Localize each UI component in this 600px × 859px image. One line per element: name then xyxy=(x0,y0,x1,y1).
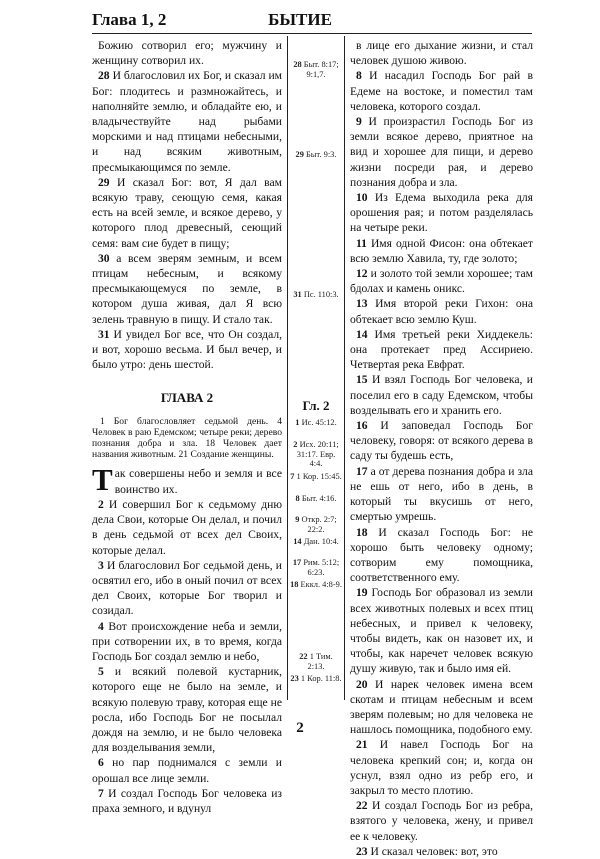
verse-number: 19 xyxy=(356,586,368,600)
margin-chapter-label: Гл. 2 xyxy=(302,398,330,413)
verse xyxy=(350,327,533,373)
verse-text: И создал Господь Бог человека из праха земного, и вдунул xyxy=(92,786,282,815)
verse-number: 22 xyxy=(356,799,368,813)
drop-cap: Т xyxy=(92,462,113,498)
verse-number: 17 xyxy=(356,464,368,478)
verse xyxy=(92,327,282,373)
verse-number: 29 xyxy=(98,175,110,189)
verse-number: 3 xyxy=(98,558,104,572)
verse xyxy=(350,585,533,676)
verse-text: И нарек человек имена всем скотам и птицам небесным и всем зверям полевым; но для человека не нашлось помощника, подобного ему. xyxy=(350,677,533,737)
verse-text: И насадил Господь Бог рай в Едеме на востоке, и поместил там человека, которого создал. xyxy=(350,69,533,113)
verse xyxy=(350,464,533,525)
verse xyxy=(92,68,282,174)
verse-text: а от дерева познания добра и зла не ешь от него, ибо в день, в который ты вкусишь от него, смертью умрешь. xyxy=(350,464,533,524)
verse-number: 12 xyxy=(356,267,368,281)
cross-reference: 29 Быт. 9:3. xyxy=(295,150,337,159)
cross-reference: 28 Быт. 8:17; 9:1,7. xyxy=(293,60,339,79)
cross-reference: 31 Пс. 110:3. xyxy=(293,290,339,299)
verse xyxy=(92,619,282,665)
verse-number: 31 xyxy=(98,327,110,341)
running-header-book: БЫТИЕ xyxy=(268,10,332,29)
chapter-heading: ГЛАВА 2 xyxy=(160,390,214,406)
verse-text: И совершил Бог к седьмому дню дела Свои, которые Он делал, и почил в день седьмой от всех дел Своих, которые делал. xyxy=(92,497,282,557)
column-divider-right xyxy=(344,36,345,700)
cross-reference: 18 Еккл. 4:8-9. xyxy=(290,580,342,589)
verse-text: но пар поднимался с земли и орошал все лице земли. xyxy=(92,756,282,785)
verse xyxy=(92,462,282,498)
verse-number: 13 xyxy=(356,297,368,311)
verse-number: 28 xyxy=(98,69,110,83)
left-text-column xyxy=(92,38,282,816)
verse-number: 4 xyxy=(98,619,104,633)
cross-reference: 22 1 Тим. 2:13. xyxy=(299,652,333,671)
verse-text: и золото той земли хорошее; там бдолах и камень оникс. xyxy=(350,267,533,296)
chapter-summary: 1 Бог благословляет седьмой день. 4 Человек в раю Едемском; четыре реки; дерево познания добра и зла. 18 Человек дает названия животным. 21 Создание женщины. xyxy=(92,415,282,461)
verse-number: 5 xyxy=(98,665,104,679)
verse-number: 15 xyxy=(356,373,368,387)
verse-number: 18 xyxy=(356,525,368,539)
verse xyxy=(350,418,533,464)
verse-number: 11 xyxy=(356,236,367,250)
cross-reference: 17 Рим. 5:12; 6:23. xyxy=(292,558,340,577)
verse xyxy=(350,266,533,296)
verse-number: 14 xyxy=(356,327,368,341)
verse-text: Вот происхождение неба и земли, при сотворении их, в то время, когда Господь Бог создал землю и небо, xyxy=(92,619,282,663)
verse-text: Божию сотворил его; мужчину и женщину сотворил их. xyxy=(92,39,282,68)
verse-text: а всем зверям земным, и всем птицам небесным, и всякому пресмыкающемуся по земле, в котором душа живая, дал Я всю зелень травную в пищу. И стало так. xyxy=(92,251,282,326)
verse xyxy=(350,798,533,844)
header-rule xyxy=(92,33,532,34)
verse-text: И взял Господь Бог человека, и поселил его в саду Едемском, чтобы возделывать его и хранить его. xyxy=(350,373,533,417)
cross-reference: 14 Дан. 10:4. xyxy=(293,537,339,546)
verse-text: ак совершены небо и земля и все воинство их. xyxy=(114,467,282,496)
verse-number: 23 xyxy=(356,844,368,858)
verse-number: 2 xyxy=(98,497,104,511)
running-header-chapter: Глава 1, 2 xyxy=(92,10,167,29)
verse-text: Господь Бог образовал из земли всех животных полевых и всех птиц небесных, и привел к человеку, чтобы видеть, как он назовет их, и чтобы, как наречет человек всякую душу живую, так и было имя ей. xyxy=(350,586,533,676)
verse-text: И благословил Бог седьмой день, и освятил его, ибо в оный почил от всех дел Своих, которые Бог творил и созидал. xyxy=(92,558,282,618)
verse-number: 7 xyxy=(98,786,104,800)
verse-text: Имя третьей реки Хиддекель: она протекает пред Ассириею. Четвертая река Евфрат. xyxy=(350,327,533,372)
verse-number: 16 xyxy=(356,419,368,433)
column-divider-left xyxy=(287,36,288,700)
verse-number: 10 xyxy=(356,191,368,205)
verse-text: И сказал Бог: вот, Я дал вам всякую траву, сеющую семя, какая есть на всей земле, и всякое дерево, у которого плод древесный, сеющий семя: вам сие будет в пищу; xyxy=(92,175,282,250)
verse-number: 8 xyxy=(356,69,362,83)
verse xyxy=(350,737,533,798)
verse xyxy=(350,236,533,266)
verse-text: и всякий полевой кустарник, которого еще не было на земле, и всякую полевую траву, которая еще не росла, ибо Господь Бог не посылал дождя на землю, и не было человека для возделывания земли, xyxy=(92,665,282,755)
verse-text: И сказал Господь Бог: не хорошо быть человеку одному; сотворим ему помощника, соответственного ему. xyxy=(350,525,533,585)
cross-reference: 1 Ис. 45:12. xyxy=(295,418,337,427)
verse-number: 30 xyxy=(98,251,110,265)
page-number: 2 xyxy=(296,720,304,736)
verse xyxy=(350,38,533,68)
verse xyxy=(92,38,282,68)
verse-text: И сказал человек: вот, это xyxy=(370,844,498,858)
verse xyxy=(92,786,282,816)
cross-reference: 8 Быт. 4:16. xyxy=(295,494,337,503)
verse-text: Имя одной Фисон: она обтекает всю землю Хавила, ту, где золото; xyxy=(350,236,533,265)
verse-number: 6 xyxy=(98,756,104,770)
verse-number: 21 xyxy=(356,738,368,752)
verse xyxy=(92,755,282,785)
verse-text: И заповедал Господь Бог человеку, говоря: от всякого дерева в саду ты будешь есть, xyxy=(350,419,534,463)
verse xyxy=(92,664,282,755)
verse-number: 20 xyxy=(356,677,368,691)
verse-number: 9 xyxy=(356,115,362,129)
verse xyxy=(92,175,282,251)
cross-reference: 2 Исх. 20:11; 31:17. Евр. 4:4. xyxy=(293,440,339,469)
verse-text: И благословил их Бог, и сказал им Бог: плодитесь и размножайтесь, и наполняйте землю, и обладайте ею, и владычествуйте над рыбами морскими и над птицами небесными, и над всяким животным, пресмыкающимся по земле. xyxy=(92,69,282,174)
verse xyxy=(350,190,533,236)
verse xyxy=(92,558,282,619)
verse-text: в лице его дыхание жизни, и стал человек душою живою. xyxy=(350,39,533,68)
verse xyxy=(350,68,533,114)
verse xyxy=(92,497,282,558)
cross-reference: 9 Откр. 2:7; 22:2. xyxy=(295,515,337,534)
verse xyxy=(350,844,533,859)
verse-text: Имя второй реки Гихон: она обтекает всю землю Куш. xyxy=(350,297,533,326)
verse xyxy=(92,251,282,327)
cross-reference: 23 1 Кор. 11:8. xyxy=(290,674,342,683)
cross-reference: 7 1 Кор. 15:45. xyxy=(290,472,342,481)
verse-text: И создал Господь Бог из ребра, взятого у человека, жену, и привел ее к человеку. xyxy=(350,799,533,843)
verse xyxy=(350,114,533,190)
verse-text: Из Едема выходила река для орошения рая; и потом разделялась на четыре реки. xyxy=(350,191,533,235)
verse xyxy=(350,296,533,326)
verse-text: И увидел Бог все, что Он создал, и вот, хорошо весьма. И был вечер, и было утро: день шестой. xyxy=(92,327,282,372)
verse-text: И произрастил Господь Бог из земли всякое дерево, приятное на вид и хорошее для пищи, и дерево жизни посреди рая, и дерево познания добра и зла. xyxy=(350,115,533,189)
verse xyxy=(350,525,533,586)
verse-text: И навел Господь Бог на человека крепкий сон; и, когда он уснул, взял одно из ребр его, и закрыл то место плотию. xyxy=(350,738,533,797)
verse xyxy=(350,372,533,418)
